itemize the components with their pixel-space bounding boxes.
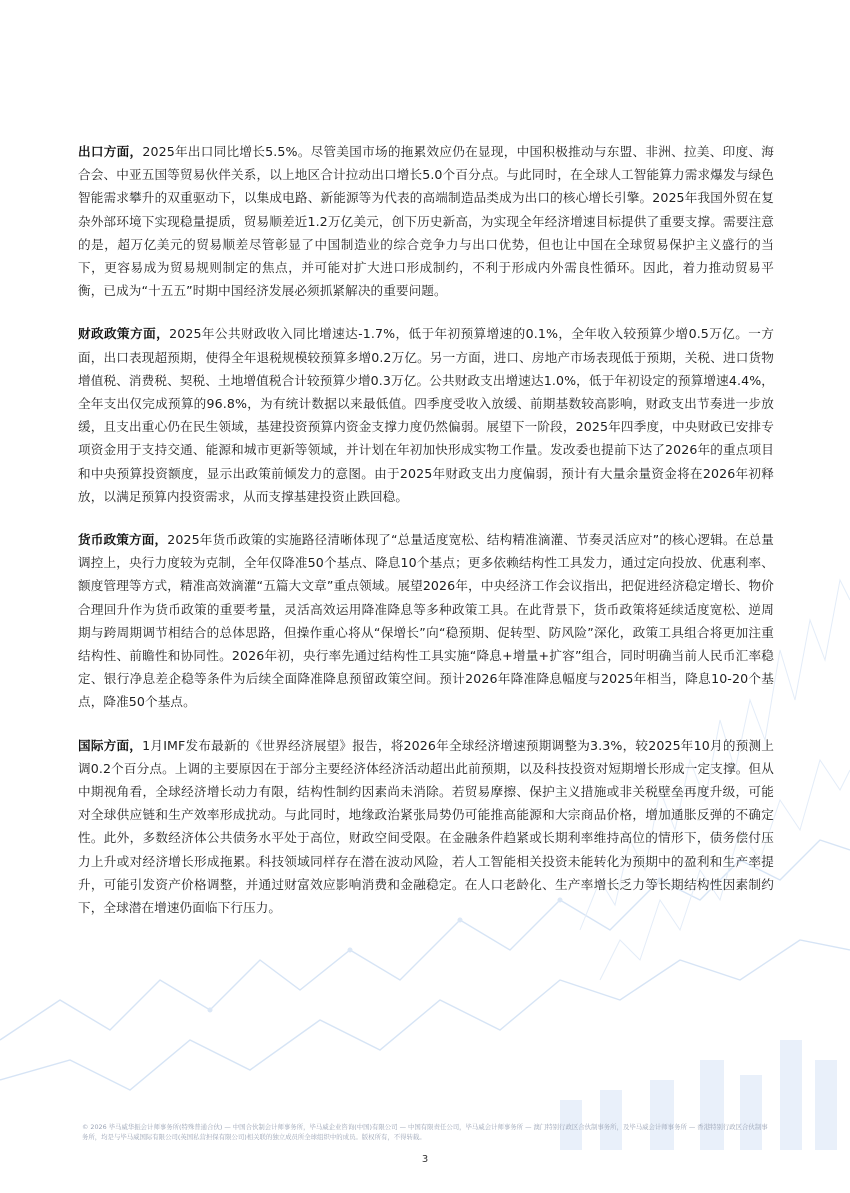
page-number: 3 (421, 1154, 429, 1165)
paragraph-text: 2025年货币政策的实施路径清晰体现了“总量适度宽松、结构精准滴灌、节奏灵活应对”的核心逻辑。在总量调控上，央行力度较为克制，全年仅降准50个基点、降息10个基点；更多依赖结构性工具发力，通过定向投放、优惠利率、额度管理等方式，精准高效滴灌“五篇大文章”重点领域。展望2026年，中央经济工作会议指出，把促进经济稳定增长、物价合理回升作为货币政策的重要考量，灵活高效运用降准降息等多种政策工具。在此背景下，货币政策将延续适度宽松、逆周期与跨周期调节相结合的总体思路，但操作重心将从“保增长”向“稳预期、促转型、防风险”深化，政策工具组合将更加注重结构性、前瞻性和协同性。2026年初，央行率先通过结构性工具实施“降息+增量+扩容”组合，同时明确当前人民币汇率稳定、银行净息差企稳等条件为后续全面降准降息预留政策空间。预计2026年降准降息幅度与2025年相当，降息10-20个基点，降准50个基点。 (78, 532, 774, 710)
paragraph-lead: 国际方面， (78, 737, 143, 753)
paragraph-lead: 货币政策方面， (78, 532, 168, 548)
paragraph-monetary-policy (78, 528, 774, 714)
paragraph-international (78, 734, 774, 920)
paragraph-fiscal-policy (78, 322, 774, 508)
paragraph-lead: 财政政策方面， (78, 326, 170, 342)
paragraph-text: 2025年出口同比增长5.5%。尽管美国市场的拖累效应仍在显现，中国积极推动与东盟、非洲、拉美、印度、海合会、中亚五国等贸易伙伴关系，以上地区合计拉动出口增长5.0个百分点。与此同时，在全球人工智能算力需求爆发与绿色智能需求攀升的双重驱动下，以集成电路、新能源等为代表的高端制造品类成为出口的核心增长引擎。2025年我国外贸在复杂外部环境下实现稳量提质，贸易顺差近1.2万亿美元，创下历史新高，为实现全年经济增速目标提供了重要支撑。需要注意的是，超万亿美元的贸易顺差尽管彰显了中国制造业的综合竞争力与出口优势，但也让中国在全球贸易保护主义盛行的当下，更容易成为贸易规则制定的焦点，并可能对扩大进口形成制约，不利于形成内外需良性循环。因此，着力推动贸易平衡，已成为“十五五”时期中国经济发展必须抓紧解决的重要问题。 (78, 144, 775, 299)
paragraph-text: 2025年公共财政收入同比增速达-1.7%，低于年初预算增速的0.1%，全年收入较预算少增0.5万亿。一方面，出口表现超预期，使得全年退税规模较预算多增0.2万亿。另一方面，进口、房地产市场表现低于预期，关税、进口货物增值税、消费税、契税、土地增值税合计较预算少增0.3万亿。公共财政支出增速达1.0%，低于年初设定的预算增速4.4%，全年支出仅完成预算的96.8%，为有统计数据以来最低值。四季度受收入放缓、前期基数较高影响，财政支出节奏进一步放缓，且支出重心仍在民生领域，基建投资预算内资金支撑力度仍然偏弱。展望下一阶段，2025年四季度，中央财政已安排专项资金用于支持交通、能源和城市更新等领域，并计划在年初加快形成实物工作量。发改委也提前下达了2026年的重点项目和中央预算投资额度，显示出政策前倾发力的意图。由于2025年财政支出力度偏弱，预计有大量余量资金将在2026年初释放，以满足预算内投资需求，从而支撑基建投资止跌回稳。 (78, 326, 774, 504)
paragraph-export (78, 140, 774, 302)
article-body (78, 140, 774, 939)
paragraph-text: 1月IMF发布最新的《世界经济展望》报告，将2026年全球经济增速预期调整为3.3%，较2025年10月的预测上调0.2个百分点。上调的主要原因在于部分主要经济体经济活动超出此前预期，以及科技投资对短期增长形成一定支撑。但从中期视角看，全球经济增长动力有限，结构性制约因素尚未消除。若贸易摩擦、保护主义措施或非关税壁垒再度升级，可能对全球供应链和生产效率形成扰动。与此同时，地缘政治紧张局势仍可能推高能源和大宗商品价格，增加通胀反弹的不确定性。此外，多数经济体公共债务水平处于高位，财政空间受限。在金融条件趋紧或长期利率维持高位的情形下，债务偿付压力上升或对经济增长形成拖累。科技领域同样存在潜在波动风险，若人工智能相关投资未能转化为预期中的盈利和生产率提升，可能引发资产价格调整，并通过财富效应影响消费和金融稳定。在人口老龄化、生产率增长乏力等长期结构性因素制约下，全球潜在增速仍面临下行压力。 (78, 737, 774, 916)
paragraph-lead: 出口方面， (78, 144, 143, 159)
footer-disclaimer: © 2026 毕马威华振会计师事务所(特殊普通合伙) — 中国合伙制会计师事务所，毕马威企业咨询(中国)有限公司 — 中国有限责任公司，毕马威会计师事务所 — 澳门特别行政区合伙制事务所，及毕马威会计师事务所 — 香港特别行政区合伙制事务所，均是与毕马威国际有限公司(英国私营担保有限公司)相关联的独立成员所全球组织中的成员。版权所有，不得转载。 (82, 1123, 768, 1141)
